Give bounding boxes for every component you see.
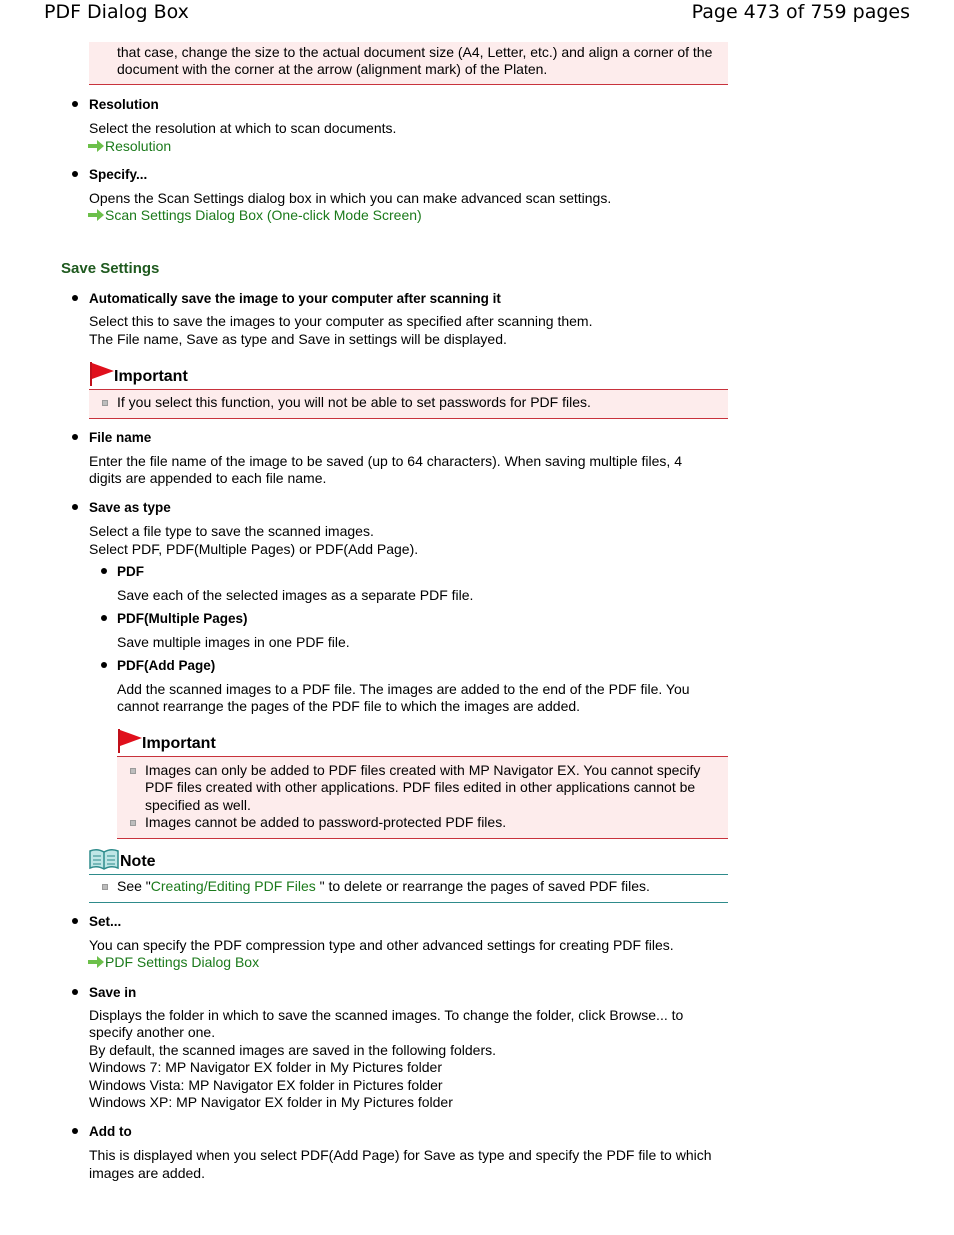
save-as-type-line-1: Select a file type to save the scanned images.	[89, 523, 374, 539]
auto-save-line-1: Select this to save the images to your computer as specified after scanning them.	[89, 313, 593, 329]
note-text-pre: See "	[117, 878, 151, 894]
link-pdf-settings-dialog[interactable]: PDF Settings Dialog Box	[105, 954, 260, 970]
bullet-icon	[72, 171, 78, 177]
important-flag-icon	[117, 728, 143, 754]
file-name-line-2: digits are appended to each file name.	[89, 470, 327, 486]
save-in-line-4: Windows 7: MP Navigator EX folder in My Pictures folder	[89, 1059, 442, 1075]
pdf-add-page-line-2: cannot rearrange the pages of the PDF file to which the images are added.	[117, 698, 581, 714]
link-resolution[interactable]: Resolution	[105, 138, 172, 154]
file-name-line-1: Enter the file name of the image to be saved (up to 64 characters). When saving multiple files, 4	[89, 453, 682, 469]
square-bullet-icon	[130, 820, 136, 826]
important-item-1-line-3: specified as well.	[145, 797, 251, 813]
add-to-line-2: images are added.	[89, 1165, 205, 1181]
bullet-icon	[101, 568, 107, 574]
save-as-type-line-2: Select PDF, PDF(Multiple Pages) or PDF(Add Page).	[89, 541, 419, 557]
term-file-name: File name	[89, 430, 152, 445]
section-title-save-settings: Save Settings	[61, 260, 160, 277]
square-bullet-icon	[102, 400, 108, 406]
arrow-link-icon	[88, 209, 104, 221]
document-title: PDF Dialog Box	[44, 1, 189, 23]
save-in-line-1: Displays the folder in which to save the scanned images. To change the folder, click Browse... to	[89, 1007, 684, 1023]
bullet-icon	[101, 662, 107, 668]
important-title: Important	[114, 368, 188, 385]
page-number: Page 473 of 759 pages	[691, 1, 910, 23]
save-in-line-6: Windows XP: MP Navigator EX folder in My Pictures folder	[89, 1094, 453, 1110]
bullet-icon	[72, 295, 78, 301]
bullet-icon	[72, 504, 78, 510]
link-scan-settings-dialog[interactable]: Scan Settings Dialog Box (One-click Mode Screen)	[105, 207, 422, 223]
important-item-2: Images cannot be added to password-protected PDF files.	[145, 814, 507, 830]
save-in-line-5: Windows Vista: MP Navigator EX folder in Pictures folder	[89, 1077, 443, 1093]
pdf-description: Save each of the selected images as a separate PDF file.	[117, 587, 474, 603]
important-title: Important	[142, 735, 216, 752]
term-pdf: PDF	[117, 564, 144, 579]
important-continued-line-1: that case, change the size to the actual document size (A4, Letter, etc.) and align a corner of the	[117, 44, 713, 60]
pdf-multiple-pages-description: Save multiple images in one PDF file.	[117, 634, 350, 650]
important-item-1-line-1: Images can only be added to PDF files created with MP Navigator EX. You cannot specify	[145, 762, 701, 778]
link-creating-editing-pdf[interactable]: Creating/Editing PDF Files	[150, 878, 316, 894]
term-save-in: Save in	[89, 985, 137, 1000]
bullet-icon	[72, 101, 78, 107]
important-continued-line-2: document with the corner at the arrow (alignment mark) of the Platen.	[117, 61, 548, 77]
set-description: You can specify the PDF compression type and other advanced settings for creating PDF files.	[89, 937, 674, 953]
save-in-line-3: By default, the scanned images are saved in the following folders.	[89, 1042, 497, 1058]
important-item-1-line-2: PDF files created with other applications. PDF files edited in other applications cannot be	[145, 779, 696, 795]
note-item	[117, 878, 650, 896]
bullet-icon	[101, 615, 107, 621]
important-item: If you select this function, you will not be able to set passwords for PDF files.	[117, 394, 591, 410]
page-header	[0, 0, 954, 30]
auto-save-line-2: The File name, Save as type and Save in settings will be displayed.	[89, 331, 507, 347]
square-bullet-icon	[130, 768, 136, 774]
bullet-icon	[72, 989, 78, 995]
term-pdf-multiple-pages: PDF(Multiple Pages)	[117, 611, 248, 626]
arrow-link-icon	[88, 140, 104, 152]
note-book-icon	[89, 848, 119, 870]
bullet-icon	[72, 434, 78, 440]
term-specify: Specify...	[89, 167, 148, 182]
arrow-link-icon	[88, 956, 104, 968]
square-bullet-icon	[102, 884, 108, 890]
note-text-post: " to delete or rearrange the pages of saved PDF files.	[315, 878, 650, 894]
add-to-line-1: This is displayed when you select PDF(Add Page) for Save as type and specify the PDF file to which	[89, 1147, 712, 1163]
term-set: Set...	[89, 914, 122, 929]
specify-description: Opens the Scan Settings dialog box in which you can make advanced scan settings.	[89, 190, 612, 206]
term-pdf-add-page: PDF(Add Page)	[117, 658, 216, 673]
bullet-icon	[72, 1128, 78, 1134]
save-in-line-2: specify another one.	[89, 1024, 216, 1040]
note-title: Note	[120, 853, 156, 870]
term-save-as-type: Save as type	[89, 500, 171, 515]
bullet-icon	[72, 918, 78, 924]
pdf-add-page-line-1: Add the scanned images to a PDF file. The images are added to the end of the PDF file. You	[117, 681, 690, 697]
term-resolution: Resolution	[89, 97, 159, 112]
resolution-description: Select the resolution at which to scan documents.	[89, 120, 397, 136]
important-flag-icon	[89, 361, 115, 387]
term-auto-save: Automatically save the image to your computer after scanning it	[89, 291, 501, 306]
term-add-to: Add to	[89, 1124, 132, 1139]
